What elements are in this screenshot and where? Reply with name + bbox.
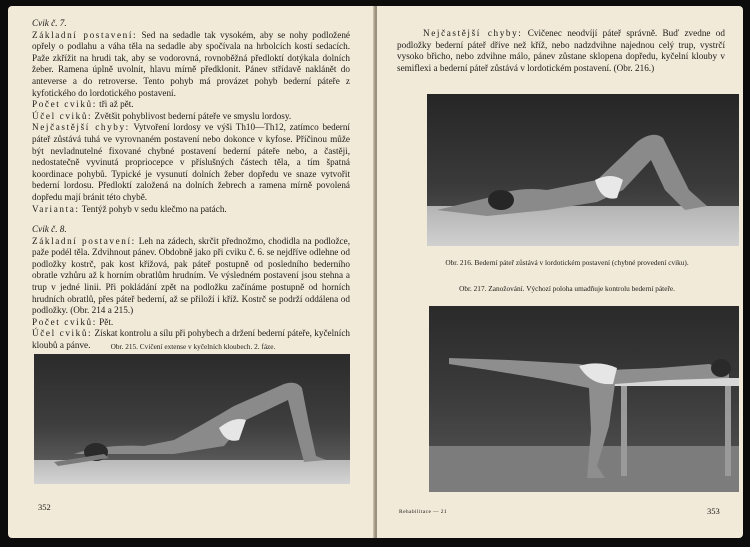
exercise-8-text (32, 224, 350, 352)
figure-217-photo (429, 306, 739, 492)
purpose-label: Účel cviků: (32, 328, 93, 339)
purpose-text: Získat kontrolu a sílu při pohybech a držení bederní páteře, kyčelních kloubů a pánve. (32, 328, 350, 350)
basic-position-label: Základní postavení: (32, 29, 138, 40)
basic-position-label: Základní postavení: (32, 235, 136, 246)
repetitions-text: Pět. (96, 316, 114, 327)
errors-paragraph (397, 28, 725, 74)
exercise-7-heading: Cvik č. 7. (32, 18, 67, 28)
page-number-right: 353 (707, 506, 720, 516)
exercise-7-text (32, 18, 350, 215)
basic-position-text: Sed na sedadle tak vysokém, aby se nohy podložené opřely o podlahu a váha těla na sedadle aby spočívala na hrbolcích kostí sedacích. Paže zkřížit na hrudi tak, aby se vodorovná, rovnoběžná předloktí dotýkala dolních žeber. Ramena úplně uvolnit, hlavu mírně předklonit. Pánev střídavě naklánět do anteverse a do retroverse. Tento pohyb má provázet pohyb bederní páteře z kyfotického do lordotického postavení. (32, 29, 350, 98)
basic-position-text: Leh na zádech, skrčit přednožmo, chodidla na podložce, paže podél těla. Zdvihnout pánev. Obdobně jako při cviku č. 6. se nejdříve odlehne od podložky kostrč, pak kost křížová, pak páteř postupně od posledního bederního obratle vzhůru až k horním obratlům hrudním. Ve výsledném postavení jsou stehna a trup v jedné linii. Při pokládání zpět na podložku začínáme postupně od horních hrudních obratlů, přes páteř bederní, až se přiloží i kříž. Kostrč se podrží oddálena od podložky. (Obr. 214 a 215.) (32, 235, 350, 316)
common-errors-label: Nejčastější chyby: (32, 122, 130, 133)
variant-label: Varianta: (32, 203, 80, 214)
page-number-left: 352 (38, 502, 51, 512)
common-errors-label: Nejčastější chyby: (423, 28, 523, 38)
running-footer: Rehabilitace — 21 (399, 509, 448, 515)
repetitions-label: Počet cviků: (32, 316, 97, 327)
variant-text: Tentýž pohyb v sedu klečmo na patách. (79, 203, 227, 214)
right-page (377, 6, 743, 538)
exercise-8-heading: Cvik č. 8. (32, 224, 67, 234)
purpose-text: Zvětšit pohyblivost bederní páteře ve smyslu lordosy. (92, 110, 292, 121)
left-page (8, 6, 375, 538)
common-errors-text: Cvičenec neodvíjí páteř správně. Buď zvedne od podložky bederní páteř dříve než kříž, nebo nadzdvihne najednou celý trup, vystrčí vysoko břicho, nebo zdvihne málo, pánev zůstane sklopena dopředu, kyčelní klouby v semiflexi a bederní páteř zůstává v lordotickém postavení. (Obr. 216.) (397, 28, 725, 73)
figure-217-caption: Obr. 217. Zanožování. Výchozí poloha umadňuje kontrolu bederní páteře. (459, 284, 675, 293)
figure-215-photo (34, 354, 350, 484)
repetitions-text: tři až pět. (96, 99, 134, 110)
figure-216-caption: Obr. 216. Bederní páteř zůstává v lordotickém postavení (chybné provedení cviku). (445, 258, 689, 267)
repetitions-label: Počet cviků: (32, 99, 97, 110)
purpose-label: Účel cviků: (32, 110, 93, 121)
common-errors-text: Vytvoření lordosy ve výši Th10—Th12, zatímco bederní páteř zůstává tuhá ve vyrovnaném postavení nebo dokonce v kyfose. Příčinou může být nevladnutelné fixované chybné postavení bederní páteře nebo, a častěji, nedostatečně vyvinutá propriocepce v příslušných částech těla, a tím špatná koordinace pohybů. Typické je vysunutí dolních žeber dopředu ve snaze vytvořit bederní lordosu. Předloktí založená na dolních žebrech a ramena mírně povolená dopředu mají bránit této chybě. (32, 122, 350, 202)
figure-216-photo (427, 94, 739, 246)
figure-215-caption: Obr. 215. Cvičení extense v kyčelních kloubech. 2. fáze. (110, 342, 276, 351)
